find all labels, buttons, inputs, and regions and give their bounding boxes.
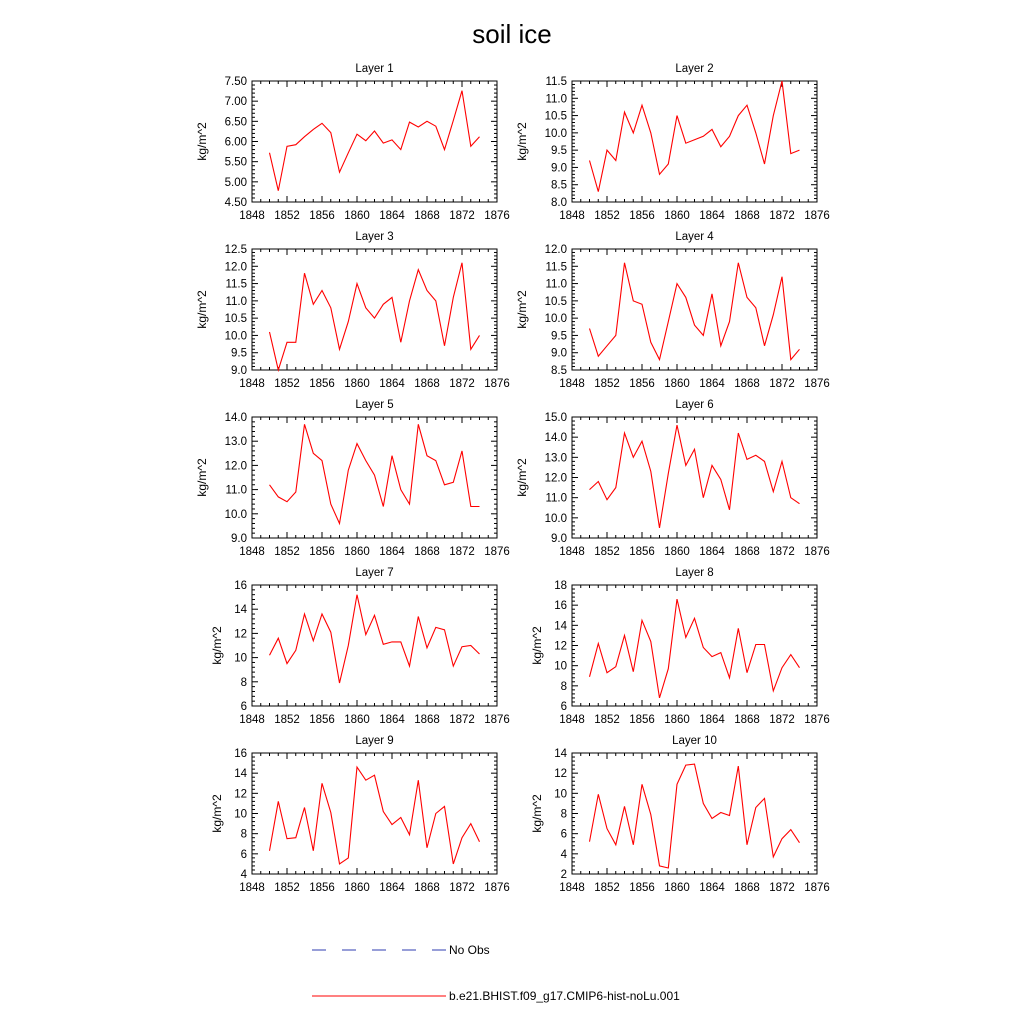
plot-frame xyxy=(572,753,817,874)
x-tick-label: 1872 xyxy=(449,378,475,390)
series-line xyxy=(590,764,800,868)
x-tick-label: 1868 xyxy=(734,378,760,390)
x-tick-label: 1856 xyxy=(309,546,335,558)
y-tick-label: 11.5 xyxy=(225,278,247,291)
x-tick-label: 1856 xyxy=(629,378,655,390)
y-tick-label: 14.0 xyxy=(544,432,567,445)
panel-title: Layer 9 xyxy=(355,735,394,747)
x-tick-label: 1868 xyxy=(414,882,440,894)
y-tick-label: 9.0 xyxy=(551,162,567,175)
y-tick-label: 10 xyxy=(554,660,567,673)
plot-frame xyxy=(572,249,817,370)
series-line xyxy=(590,425,800,528)
y-axis-label: kg/m^2 xyxy=(195,290,209,329)
chart-title: soil ice xyxy=(472,19,552,49)
x-tick-label: 1856 xyxy=(629,714,655,726)
y-tick-label: 14.0 xyxy=(224,412,247,424)
x-tick-label: 1864 xyxy=(699,378,725,390)
x-tick-label: 1864 xyxy=(699,210,725,222)
x-tick-label: 1860 xyxy=(664,210,690,222)
y-tick-label: 15.0 xyxy=(544,412,567,424)
panel-title: Layer 6 xyxy=(675,399,714,411)
plot-frame xyxy=(252,249,497,370)
panel-title: Layer 7 xyxy=(355,567,394,579)
y-tick-label: 10.0 xyxy=(224,330,247,343)
panel-title: Layer 4 xyxy=(675,231,714,243)
plot-frame xyxy=(572,417,817,538)
x-tick-label: 1856 xyxy=(309,378,335,390)
x-tick-label: 1848 xyxy=(559,546,585,558)
y-axis-label: kg/m^2 xyxy=(515,458,529,497)
y-tick-label: 10.0 xyxy=(544,127,567,140)
x-tick-label: 1856 xyxy=(629,546,655,558)
y-tick-label: 12.0 xyxy=(544,244,567,256)
y-tick-label: 10.0 xyxy=(544,512,567,525)
x-tick-label: 1872 xyxy=(769,882,795,894)
x-tick-label: 1872 xyxy=(769,714,795,726)
y-tick-label: 14 xyxy=(554,748,567,760)
x-tick-label: 1848 xyxy=(239,210,265,222)
y-tick-label: 7.50 xyxy=(224,76,247,88)
y-tick-label: 4 xyxy=(560,848,567,861)
panel-title: Layer 1 xyxy=(355,63,394,75)
panel-layer-10 xyxy=(530,735,830,894)
y-tick-label: 9.5 xyxy=(231,347,247,360)
x-tick-label: 1872 xyxy=(449,210,475,222)
y-tick-label: 12.0 xyxy=(224,460,247,473)
y-tick-label: 6 xyxy=(240,701,247,713)
y-axis-label: kg/m^2 xyxy=(195,458,209,497)
y-tick-label: 8 xyxy=(560,808,567,821)
panel-title: Layer 3 xyxy=(355,231,394,243)
plot-frame xyxy=(252,585,497,706)
series-line xyxy=(270,767,480,864)
series-line xyxy=(590,599,800,698)
x-tick-label: 1848 xyxy=(559,378,585,390)
plot-frame xyxy=(572,81,817,202)
x-tick-label: 1860 xyxy=(344,882,370,894)
y-tick-label: 8.0 xyxy=(551,197,567,209)
x-tick-label: 1872 xyxy=(769,546,795,558)
x-tick-label: 1876 xyxy=(804,210,830,222)
y-tick-label: 12.5 xyxy=(224,244,247,256)
y-tick-label: 11.0 xyxy=(545,93,567,106)
y-tick-label: 16 xyxy=(234,748,247,760)
x-tick-label: 1852 xyxy=(594,378,620,390)
x-tick-label: 1852 xyxy=(594,714,620,726)
x-tick-label: 1864 xyxy=(379,714,405,726)
y-tick-label: 6 xyxy=(560,701,567,713)
y-tick-label: 9.0 xyxy=(231,365,247,377)
y-tick-label: 16 xyxy=(234,580,247,592)
x-tick-label: 1848 xyxy=(559,714,585,726)
y-tick-label: 2 xyxy=(560,869,567,881)
series-line xyxy=(270,91,480,191)
x-tick-label: 1872 xyxy=(449,882,475,894)
y-tick-label: 9.0 xyxy=(551,347,567,360)
y-tick-label: 6.50 xyxy=(224,116,247,129)
x-tick-label: 1868 xyxy=(734,714,760,726)
x-tick-label: 1864 xyxy=(699,714,725,726)
y-tick-label: 10.0 xyxy=(544,313,567,326)
x-tick-label: 1868 xyxy=(734,546,760,558)
x-tick-label: 1852 xyxy=(594,546,620,558)
legend-model-label: b.e21.BHIST.f09_g17.CMIP6-hist-noLu.001 xyxy=(449,989,680,1003)
y-tick-label: 5.50 xyxy=(224,156,247,169)
panel-layer-6 xyxy=(515,399,830,558)
panel-layer-7 xyxy=(210,567,510,726)
x-tick-label: 1860 xyxy=(664,378,690,390)
x-tick-label: 1860 xyxy=(664,546,690,558)
x-tick-label: 1860 xyxy=(344,378,370,390)
x-tick-label: 1872 xyxy=(769,378,795,390)
y-tick-label: 12 xyxy=(554,768,567,781)
y-tick-label: 11.5 xyxy=(545,76,567,88)
panel-layer-2 xyxy=(515,63,830,222)
panel-layer-8 xyxy=(530,567,830,726)
x-tick-label: 1848 xyxy=(239,378,265,390)
y-tick-label: 10 xyxy=(234,652,247,665)
y-tick-label: 14 xyxy=(234,768,247,781)
y-axis-label: kg/m^2 xyxy=(515,290,529,329)
panel-grid xyxy=(195,63,830,894)
x-tick-label: 1868 xyxy=(734,882,760,894)
x-tick-label: 1848 xyxy=(239,546,265,558)
x-tick-label: 1852 xyxy=(274,210,300,222)
x-tick-label: 1856 xyxy=(309,714,335,726)
y-axis-label: kg/m^2 xyxy=(210,626,224,665)
y-tick-label: 18 xyxy=(554,580,567,592)
y-tick-label: 11.0 xyxy=(545,278,567,291)
x-tick-label: 1876 xyxy=(484,210,510,222)
y-tick-label: 9.0 xyxy=(231,533,247,545)
plot-frame xyxy=(252,81,497,202)
panel-layer-4 xyxy=(515,231,830,390)
x-tick-label: 1868 xyxy=(414,378,440,390)
x-tick-label: 1852 xyxy=(274,882,300,894)
panel-layer-9 xyxy=(210,735,510,894)
x-tick-label: 1872 xyxy=(769,210,795,222)
y-tick-label: 12 xyxy=(234,788,247,801)
y-tick-label: 16 xyxy=(554,600,567,613)
x-tick-label: 1876 xyxy=(484,546,510,558)
x-tick-label: 1868 xyxy=(414,210,440,222)
y-axis-label: kg/m^2 xyxy=(530,794,544,833)
panel-title: Layer 10 xyxy=(672,735,717,747)
y-tick-label: 12.0 xyxy=(224,261,247,274)
x-tick-label: 1868 xyxy=(414,714,440,726)
x-tick-label: 1860 xyxy=(664,882,690,894)
x-tick-label: 1852 xyxy=(274,714,300,726)
x-tick-label: 1856 xyxy=(629,882,655,894)
y-tick-label: 13.0 xyxy=(544,452,567,465)
series-line xyxy=(270,263,480,370)
y-tick-label: 9.0 xyxy=(551,533,567,545)
y-tick-label: 5.00 xyxy=(224,176,247,189)
y-tick-label: 14 xyxy=(234,604,247,617)
x-tick-label: 1864 xyxy=(699,882,725,894)
series-line xyxy=(270,595,480,683)
y-tick-label: 10.5 xyxy=(544,110,567,123)
y-tick-label: 14 xyxy=(554,620,567,633)
x-tick-label: 1864 xyxy=(379,210,405,222)
y-axis-label: kg/m^2 xyxy=(195,122,209,161)
x-tick-label: 1876 xyxy=(804,714,830,726)
panel-title: Layer 8 xyxy=(675,567,714,579)
x-tick-label: 1860 xyxy=(664,714,690,726)
y-tick-label: 11.0 xyxy=(545,492,567,505)
x-tick-label: 1848 xyxy=(239,714,265,726)
y-axis-label: kg/m^2 xyxy=(515,122,529,161)
y-tick-label: 6.00 xyxy=(224,136,247,149)
y-axis-label: kg/m^2 xyxy=(210,794,224,833)
y-tick-label: 10.5 xyxy=(224,313,247,326)
series-line xyxy=(590,263,800,360)
x-tick-label: 1872 xyxy=(449,714,475,726)
x-tick-label: 1852 xyxy=(274,546,300,558)
x-tick-label: 1860 xyxy=(344,546,370,558)
x-tick-label: 1856 xyxy=(309,210,335,222)
x-tick-label: 1876 xyxy=(484,378,510,390)
panel-title: Layer 5 xyxy=(355,399,394,411)
plot-frame xyxy=(252,417,497,538)
y-tick-label: 6 xyxy=(240,848,247,861)
x-tick-label: 1856 xyxy=(309,882,335,894)
x-tick-label: 1864 xyxy=(379,546,405,558)
y-tick-label: 8 xyxy=(560,680,567,693)
x-tick-label: 1864 xyxy=(379,378,405,390)
y-tick-label: 4.50 xyxy=(224,197,247,209)
y-tick-label: 11.0 xyxy=(225,484,247,497)
series-line xyxy=(590,81,800,192)
legend xyxy=(312,943,680,1003)
y-tick-label: 9.5 xyxy=(551,330,567,343)
y-tick-label: 12 xyxy=(554,640,567,653)
x-tick-label: 1876 xyxy=(804,378,830,390)
y-axis-label: kg/m^2 xyxy=(530,626,544,665)
y-tick-label: 8 xyxy=(240,676,247,689)
x-tick-label: 1868 xyxy=(414,546,440,558)
panel-layer-5 xyxy=(195,399,510,558)
x-tick-label: 1852 xyxy=(274,378,300,390)
x-tick-label: 1848 xyxy=(559,210,585,222)
legend-obs-label: No Obs xyxy=(449,943,490,957)
x-tick-label: 1860 xyxy=(344,210,370,222)
x-tick-label: 1860 xyxy=(344,714,370,726)
y-tick-label: 6 xyxy=(560,828,567,841)
y-tick-label: 10.5 xyxy=(544,295,567,308)
panel-layer-3 xyxy=(195,231,510,390)
x-tick-label: 1848 xyxy=(239,882,265,894)
plot-frame xyxy=(572,585,817,706)
y-tick-label: 10.0 xyxy=(224,508,247,521)
x-tick-label: 1876 xyxy=(484,714,510,726)
y-tick-label: 12 xyxy=(234,628,247,641)
x-tick-label: 1876 xyxy=(484,882,510,894)
x-tick-label: 1848 xyxy=(559,882,585,894)
y-tick-label: 7.00 xyxy=(224,96,247,109)
x-tick-label: 1872 xyxy=(449,546,475,558)
x-tick-label: 1852 xyxy=(594,882,620,894)
x-tick-label: 1856 xyxy=(629,210,655,222)
y-tick-label: 10 xyxy=(554,788,567,801)
y-tick-label: 8.5 xyxy=(551,179,567,192)
plot-frame xyxy=(252,753,497,874)
y-tick-label: 4 xyxy=(240,869,247,881)
x-tick-label: 1852 xyxy=(594,210,620,222)
y-tick-label: 11.0 xyxy=(225,295,247,308)
y-tick-label: 13.0 xyxy=(224,436,247,449)
x-tick-label: 1876 xyxy=(804,882,830,894)
y-tick-label: 12.0 xyxy=(544,472,567,485)
x-tick-label: 1864 xyxy=(379,882,405,894)
x-tick-label: 1864 xyxy=(699,546,725,558)
y-tick-label: 8.5 xyxy=(551,365,567,377)
y-tick-label: 9.5 xyxy=(551,145,567,158)
panel-layer-1 xyxy=(195,63,510,222)
y-tick-label: 8 xyxy=(240,828,247,841)
series-line xyxy=(270,424,480,523)
y-tick-label: 11.5 xyxy=(545,261,567,274)
x-tick-label: 1868 xyxy=(734,210,760,222)
x-tick-label: 1876 xyxy=(804,546,830,558)
panel-title: Layer 2 xyxy=(675,63,714,75)
y-tick-label: 10 xyxy=(234,808,247,821)
